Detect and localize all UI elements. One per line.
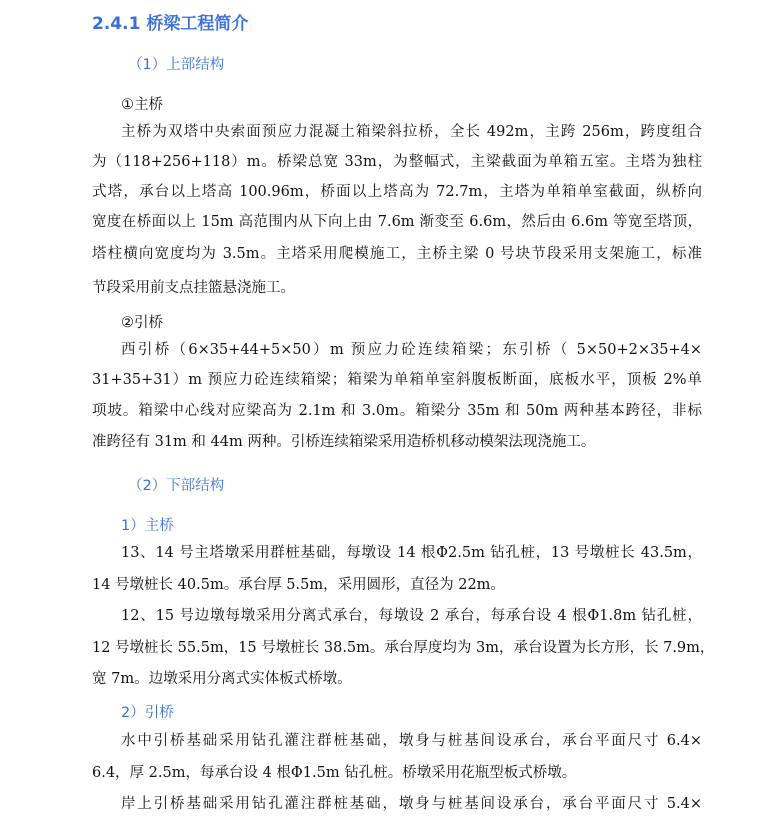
paragraph-line: 准跨径有 31m 和 44m 两种。引桥连续箱梁采用造桥机移动模架法现浇施工。 xyxy=(92,434,596,450)
paragraph-line: 主桥为双塔中央索面预应力混凝土箱梁斜拉桥，全长 492m，主跨 256m，跨度组合 xyxy=(121,124,702,140)
subsection-title-superstructure: （1）上部结构 xyxy=(128,57,225,73)
paragraph-line: 岸上引桥基础采用钻孔灌注群桩基础，墩身与桩基间设承台，承台平面尺寸 5.4× xyxy=(121,796,702,812)
paragraph-line: 13、14 号主塔墩采用群桩基础，每墩设 14 根Φ2.5m 钻孔桩，13 号墩桩长 43.5m， xyxy=(121,545,702,561)
item-label-approach-bridge-2: 2）引桥 xyxy=(121,705,174,721)
item-label-main-bridge: ①主桥 xyxy=(121,97,163,113)
section-heading: 2.4.1 桥梁工程简介 xyxy=(92,14,249,34)
paragraph-line: 宽 7m。边墩采用分离式实体板式桥墩。 xyxy=(92,671,352,687)
paragraph-line: 西引桥（6×35+44+5×50）m 预应力砼连续箱梁；东引桥（ 5×50+2×35+4× xyxy=(121,342,702,358)
paragraph-line: 节段采用前支点挂篮悬浇施工。 xyxy=(92,280,295,296)
paragraph-line: 31+35+31）m 预应力砼连续箱梁；箱梁为单箱单室斜腹板断面，底板水平，顶板 2%单 xyxy=(92,372,702,388)
paragraph-line: 水中引桥基础采用钻孔灌注群桩基础，墩身与桩基间设承台，承台平面尺寸 6.4× xyxy=(121,733,702,749)
paragraph-line: 宽度在桥面以上 15m 高范围内从下向上由 7.6m 渐变至 6.6m，然后由 6.6m 等宽至塔顶， xyxy=(92,214,702,230)
paragraph-line: 12、15 号边墩每墩采用分离式承台，每墩设 2 承台，每承台设 4 根Φ1.8m 钻孔桩， xyxy=(121,608,702,624)
paragraph-line: 为（118+256+118）m。桥梁总宽 33m，为整幅式，主梁截面为单箱五室。主塔为独柱 xyxy=(92,154,702,170)
paragraph-line: 式塔，承台以上塔高 100.96m，桥面以上塔高为 72.7m，主塔为单箱单室截面，纵桥向 xyxy=(92,184,702,200)
subsection-title-substructure: （2）下部结构 xyxy=(128,478,225,494)
paragraph-line: 塔柱横向宽度均为 3.5m。主塔采用爬模施工，主桥主梁 0 号块节段采用支架施工，标准 xyxy=(92,246,702,262)
paragraph-line: 项坡。箱梁中心线对应梁高为 2.1m 和 3.0m。箱梁分 35m 和 50m 两种基本跨径，非标 xyxy=(92,403,702,419)
paragraph-line: 14 号墩桩长 40.5m。承台厚 5.5m，采用圆形，直径为 22m。 xyxy=(92,577,505,593)
paragraph-line: 6.4，厚 2.5m，每承台设 4 根Φ1.5m 钻孔桩。桥墩采用花瓶型板式桥墩。 xyxy=(92,765,577,781)
paragraph-line: 12 号墩桩长 55.5m，15 号墩桩长 38.5m。承台厚度均为 3m，承台设置为长方形，长 7.9m， xyxy=(92,640,715,656)
item-label-main-bridge-2: 1）主桥 xyxy=(121,518,174,534)
item-label-approach-bridge: ②引桥 xyxy=(121,315,163,331)
